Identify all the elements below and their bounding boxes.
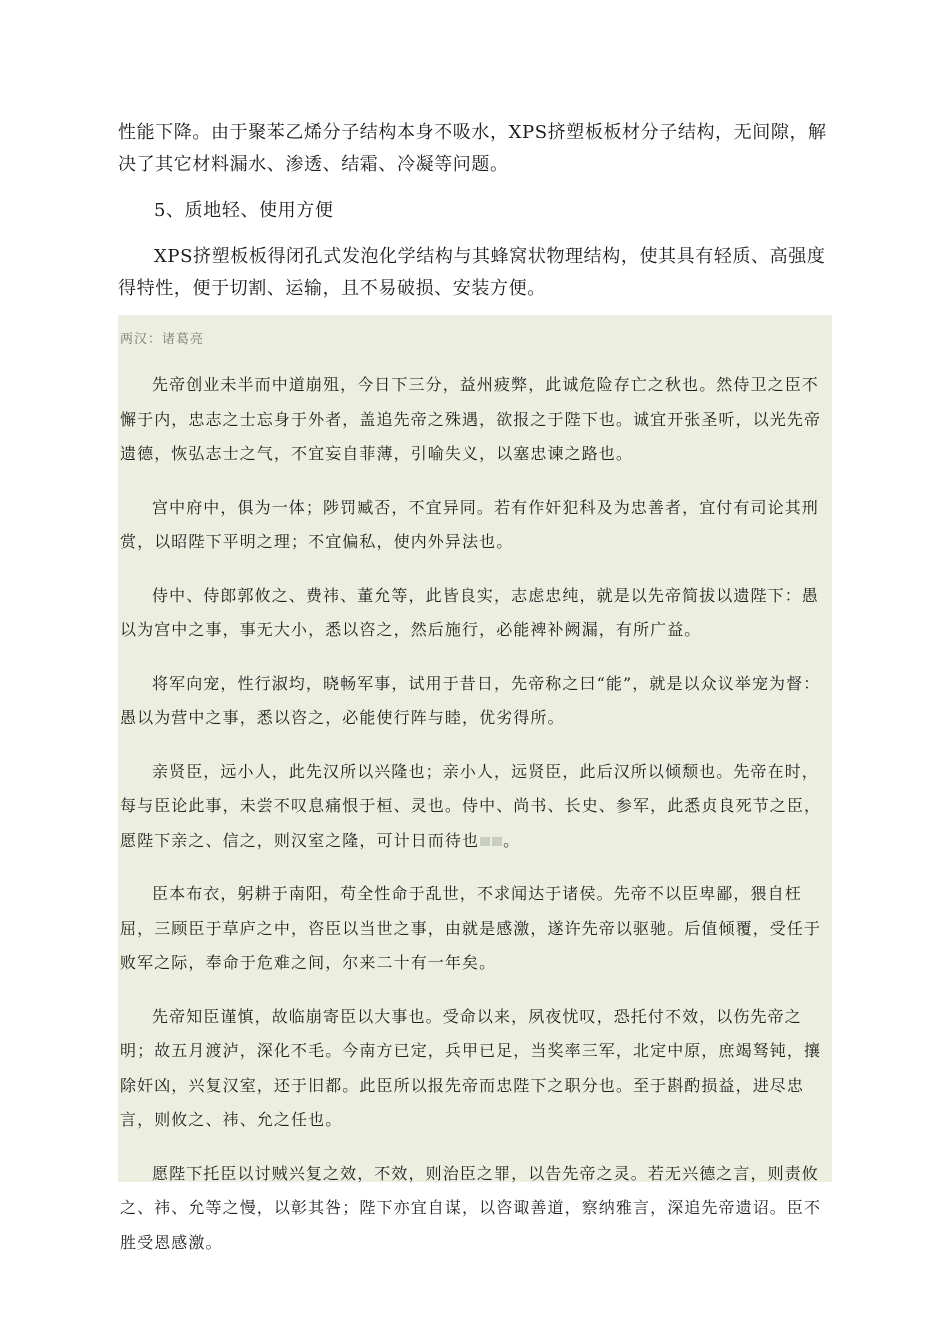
quote-paragraph-1: 先帝创业未半而中道崩殂，今日下三分，益州疲弊，此诚危险存亡之秋也。然侍卫之臣不懈于内，忠志之士忘身于外者，盖追先帝之殊遇，欲报之于陛下也。诚宜开张圣听，以光先帝遗德，恢弘志士之气，不宜妄自菲薄，引喻失义，以塞忠谏之路也。: [120, 375, 822, 463]
quote-paragraph-6: 臣本布衣，躬耕于南阳，苟全性命于乱世，不求闻达于诸侯。先帝不以臣卑鄙，猥自枉屈，三顾臣于草庐之中，咨臣以当世之事，由就是感激，遂许先帝以驱驰。后值倾覆，受任于败军之际，奉命于危难之间，尔来二十有一年矣。: [120, 884, 822, 972]
intro-paragraph: 性能下降。由于聚苯乙烯分子结构本身不吸水，XPS挤塑板板材分子结构，无间隙，解决了其它材料漏水、渗透、结霜、冷凝等问题。: [118, 122, 827, 175]
quote-paragraph-4: 将军向宠，性行淑均，晓畅军事，试用于昔日，先帝称之曰“能”，就是以众议举宠为督：愚以为营中之事，悉以咨之，必能使行阵与睦，优劣得所。: [120, 673, 821, 727]
section-heading: 5、质地轻、使用方便: [154, 200, 334, 221]
quote-paragraph-5-tail: 。: [503, 830, 521, 850]
quote-source: 两汉：诸葛亮: [120, 332, 205, 347]
scan-artifact-mark: [492, 837, 502, 846]
intro-paragraph-2: XPS挤塑板板得闭孔式发泡化学结构与其蜂窝状物理结构，使其具有轻质、高强度得特性，便于切割、运输，且不易破损、安装方便。: [118, 246, 826, 299]
quoted-text-box: [118, 315, 832, 1252]
quote-paragraph-3: 侍中、侍郎郭攸之、费祎、董允等，此皆良实，志虑忠纯，就是以先帝简拔以遗陛下：愚以为宫中之事，事无大小，悉以咨之，然后施行，必能裨补阙漏，有所广益。: [120, 585, 819, 639]
quote-paragraph-7: 先帝知臣谨慎，故临崩寄臣以大事也。受命以来，夙夜忧叹，恐托付不效，以伤先帝之明；故五月渡泸，深化不毛。今南方已定，兵甲已足，当奖率三军，北定中原，庶竭驽钝，攘除奸凶，兴复汉室，还于旧都。此臣所以报先帝而忠陛下之职分也。至于斟酌损益，进尽忠言，则攸之、祎、允之任也。: [120, 1006, 822, 1129]
quote-paragraph-8: 愿陛下托臣以讨贼兴复之效，不效，则治臣之罪，以告先帝之灵。若无兴德之言，则责攸之、祎、允等之慢，以彰其咎；陛下亦宜自谋，以咨诹善道，察纳雅言，深追先帝遗诏。臣不胜受恩感激。: [120, 1163, 822, 1252]
quote-paragraph-5: [120, 755, 830, 859]
scan-artifact-mark: [480, 837, 490, 846]
quote-paragraph-5-text: 亲贤臣，远小人，此先汉所以兴隆也；亲小人，远贤臣，此后汉所以倾颓也。先帝在时，每与臣论此事，未尝不叹息痛恨于桓、灵也。侍中、尚书、长史、参军，此悉贞良死节之臣，愿陛下亲之、信之，则汉室之隆，可计日而待也: [120, 761, 822, 850]
quote-paragraph-2: 宫中府中，俱为一体；陟罚臧否，不宜异同。若有作奸犯科及为忠善者，宜付有司论其刑赏，以昭陛下平明之理；不宜偏私，使内外异法也。: [120, 497, 819, 551]
intro-section: [118, 117, 833, 305]
